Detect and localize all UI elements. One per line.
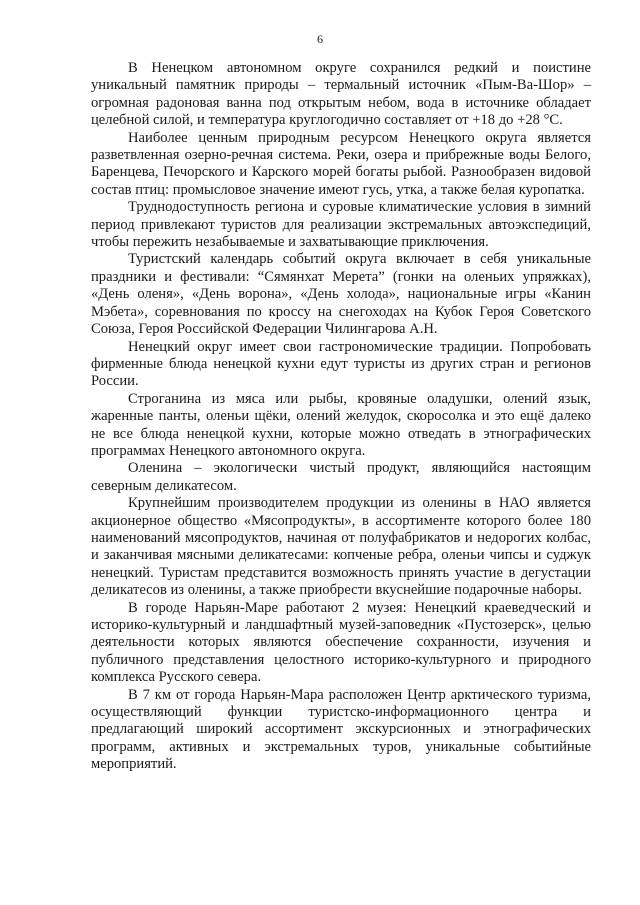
paragraph-extreme-expeditions: Труднодоступность региона и суровые климатические условия в зимний период привлекают туристов для реализации экстремальных автоэкспедиций, чтобы пережить незабываемые и захватывающие приключения.	[91, 199, 591, 251]
paragraph-meat-producer: Крупнейшим производителем продукции из оленины в НАО является акционерное общество «Мясопродукты», в ассортименте которого более 180 наименований мясопродуктов, начиная от полуфабрикатов и недорогих колбас, и заканчивая мясными деликатесами: копченые ребра, оленьи чипсы и суджук ненецкий. Туристам представится возможность принять участие в дегустации деликатесов из оленины, а также приобрести вкуснейшие подарочные наборы.	[91, 495, 591, 599]
document-body	[91, 60, 591, 774]
paragraph-lake-river-system: Наиболее ценным природным ресурсом Ненецкого округа является разветвленная озерно-речная система. Реки, озера и прибрежные воды Белого, Баренцева, Печорского и Карского морей богаты рыбой. Разнообразен видовой состав птиц: промысловое значение имеют гусь, утка, а также белая куропатка.	[91, 129, 591, 198]
paragraph-gastronomy: Ненецкий округ имеет свои гастрономические традиции. Попробовать фирменные блюда ненецкой кухни едут туристы из других стран и регионов России.	[91, 338, 591, 390]
paragraph-museums: В городе Нарьян-Маре работают 2 музея: Ненецкий краеведческий и историко-культурный и ландшафтный музей-заповедник «Пустозерск», целью деятельности которых являются обеспечение сохранности, изучения и публичного представления целостного историко-культурного и природного комплекса Русского севера.	[91, 599, 591, 686]
paragraph-arctic-tourism-center: В 7 км от города Нарьян-Мара расположен Центр арктического туризма, осуществляющий функции туристско-информационного центра и предлагающий широкий ассортимент экскурсионных и этнографических программ, активных и экстремальных туров, уникальные событийные мероприятий.	[91, 686, 591, 773]
paragraph-pym-va-shor-spring: В Ненецком автономном округе сохранился редкий и поистине уникальный памятник природы – термальный источник «Пым-Ва-Шор» – огромная радоновая ванна под открытым небом, вода в источнике обладает целебной силой, и температура круглогодично составляет от +18 до +28 °С.	[91, 60, 591, 129]
page-number: 6	[317, 32, 323, 46]
paragraph-nenets-dishes: Строганина из мяса или рыбы, кровяные оладушки, олений язык, жаренные панты, оленьи щёки, олений желудок, скоросолка и это ещё далеко не все блюда ненецкой кухни, которые можно отведать в этнографических программах Ненецкого автономного округа.	[91, 390, 591, 459]
paragraph-venison: Оленина – экологически чистый продукт, являющийся настоящим северным деликатесом.	[91, 460, 591, 494]
paragraph-events-calendar: Туристский календарь событий округа включает в себя уникальные праздники и фестивали: “Сямянхат Мерета” (гонки на оленьих упряжках), «День оленя», «День ворона», «День холода», национальные игры «Канин Мэбета», соревнования по кроссу на снегоходах на Кубок Героя Советского Союза, Героя Российской Федерации Чилингарова А.Н.	[91, 251, 591, 338]
